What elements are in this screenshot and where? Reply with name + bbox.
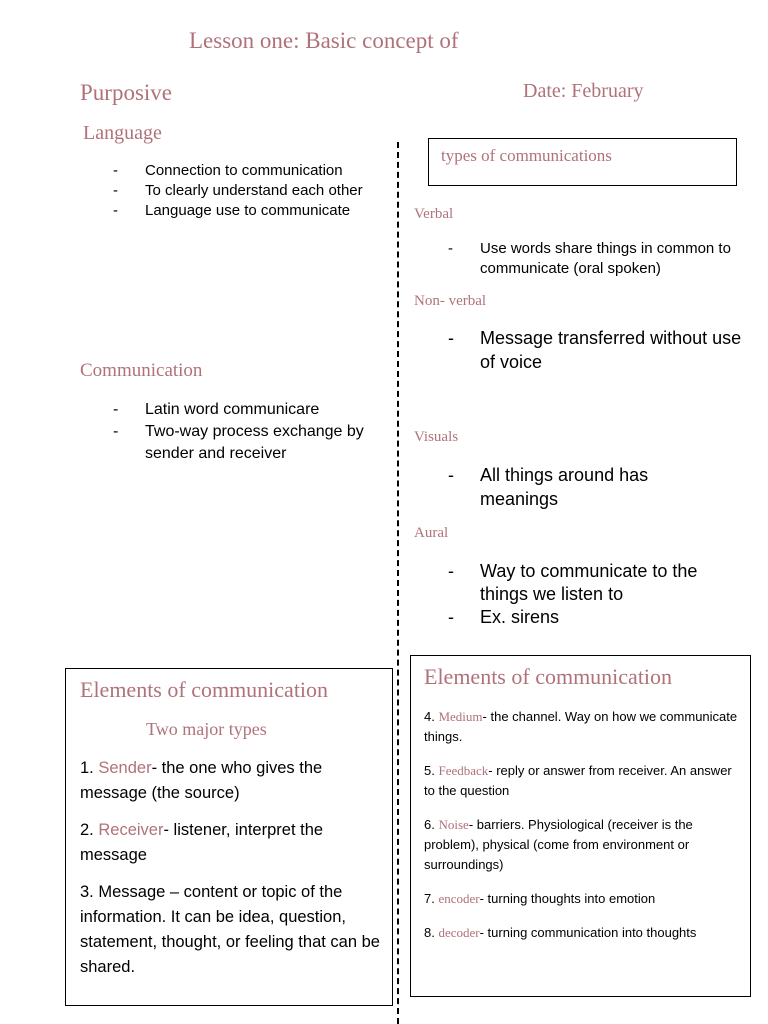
- list-item: - Connection to communication: [113, 161, 393, 181]
- subject-title: Purposive: [80, 80, 172, 105]
- item-desc: - reply or answer from receiver. An answer to the question: [424, 763, 732, 798]
- item-term: decoder: [438, 925, 480, 940]
- elements-left-subtitle: Two major types: [146, 719, 267, 739]
- item-term: Receiver: [98, 821, 164, 839]
- item-desc: - listener, interpret the message: [80, 821, 324, 864]
- item-desc: - the channel. Way on how we communicate things.: [424, 709, 738, 744]
- list-item: - Ex. sirens: [448, 606, 748, 629]
- item-number: 3.: [80, 883, 99, 901]
- item-desc: - turning communication into thoughts: [479, 925, 697, 940]
- communication-list: [113, 399, 373, 465]
- list-item: - All things around has meanings: [448, 463, 708, 511]
- aural-label: Aural: [414, 525, 449, 541]
- list-item: [424, 889, 744, 909]
- list-item: [424, 815, 744, 875]
- verbal-list: [448, 239, 748, 279]
- item-term: Feedback: [438, 763, 489, 778]
- item-number: 8.: [424, 925, 439, 940]
- list-item: - Way to communicate to the things we listen to: [448, 560, 748, 606]
- item-term: Noise: [438, 817, 469, 832]
- list-item: [80, 818, 380, 868]
- language-heading: Language: [83, 122, 162, 144]
- item-term: Sender: [98, 759, 152, 777]
- date-label: Date: February: [523, 80, 644, 102]
- types-heading: types of communications: [441, 146, 612, 165]
- elements-box-left: [65, 668, 393, 1006]
- communication-heading: Communication: [80, 360, 203, 381]
- item-desc: - barriers. Physiological (receiver is the problem), physical (come from environment or surroundings): [424, 817, 693, 872]
- item-number: 2.: [80, 821, 99, 839]
- item-term: encoder: [438, 891, 480, 906]
- list-item: [80, 880, 380, 980]
- nonverbal-list: [448, 326, 748, 374]
- item-desc: - turning thoughts into emotion: [479, 891, 656, 906]
- list-item: [80, 756, 380, 806]
- page-title: Lesson one: Basic concept of: [189, 28, 459, 53]
- elements-right-title: Elements of communication: [424, 664, 673, 689]
- verbal-label: Verbal: [414, 206, 454, 222]
- language-list: [113, 161, 393, 221]
- item-number: 1.: [80, 759, 99, 777]
- list-item: - To clearly understand each other: [113, 181, 393, 201]
- list-item: - Two-way process exchange by sender and receiver: [113, 421, 373, 465]
- item-desc: - the one who gives the message (the source): [80, 759, 323, 802]
- types-heading-box: [428, 138, 737, 186]
- list-item: [424, 761, 744, 801]
- column-divider: [397, 142, 399, 1024]
- item-number: 7.: [424, 891, 439, 906]
- list-item: [424, 923, 744, 943]
- visuals-list: [448, 463, 708, 511]
- nonverbal-label: Non- verbal: [414, 293, 487, 309]
- list-item: - Message transferred without use of voice: [448, 326, 748, 374]
- elements-box-right: [410, 655, 751, 997]
- elements-left-title: Elements of communication: [80, 677, 329, 702]
- item-number: 6.: [424, 817, 439, 832]
- elements-right-list: [424, 707, 744, 943]
- item-number: 4.: [424, 709, 439, 724]
- visuals-label: Visuals: [414, 429, 459, 445]
- item-number: 5.: [424, 763, 439, 778]
- elements-left-list: [80, 756, 380, 980]
- list-item: [424, 707, 744, 747]
- list-item: - Latin word communicare: [113, 399, 373, 421]
- list-item: - Use words share things in common to communicate (oral spoken): [448, 239, 748, 279]
- aural-list: [448, 560, 748, 629]
- item-desc: Message – content or topic of the information. It can be idea, question, statement, thought, or feeling that can be shared.: [80, 883, 380, 976]
- item-term: Medium: [438, 709, 483, 724]
- list-item: - Language use to communicate: [113, 201, 393, 221]
